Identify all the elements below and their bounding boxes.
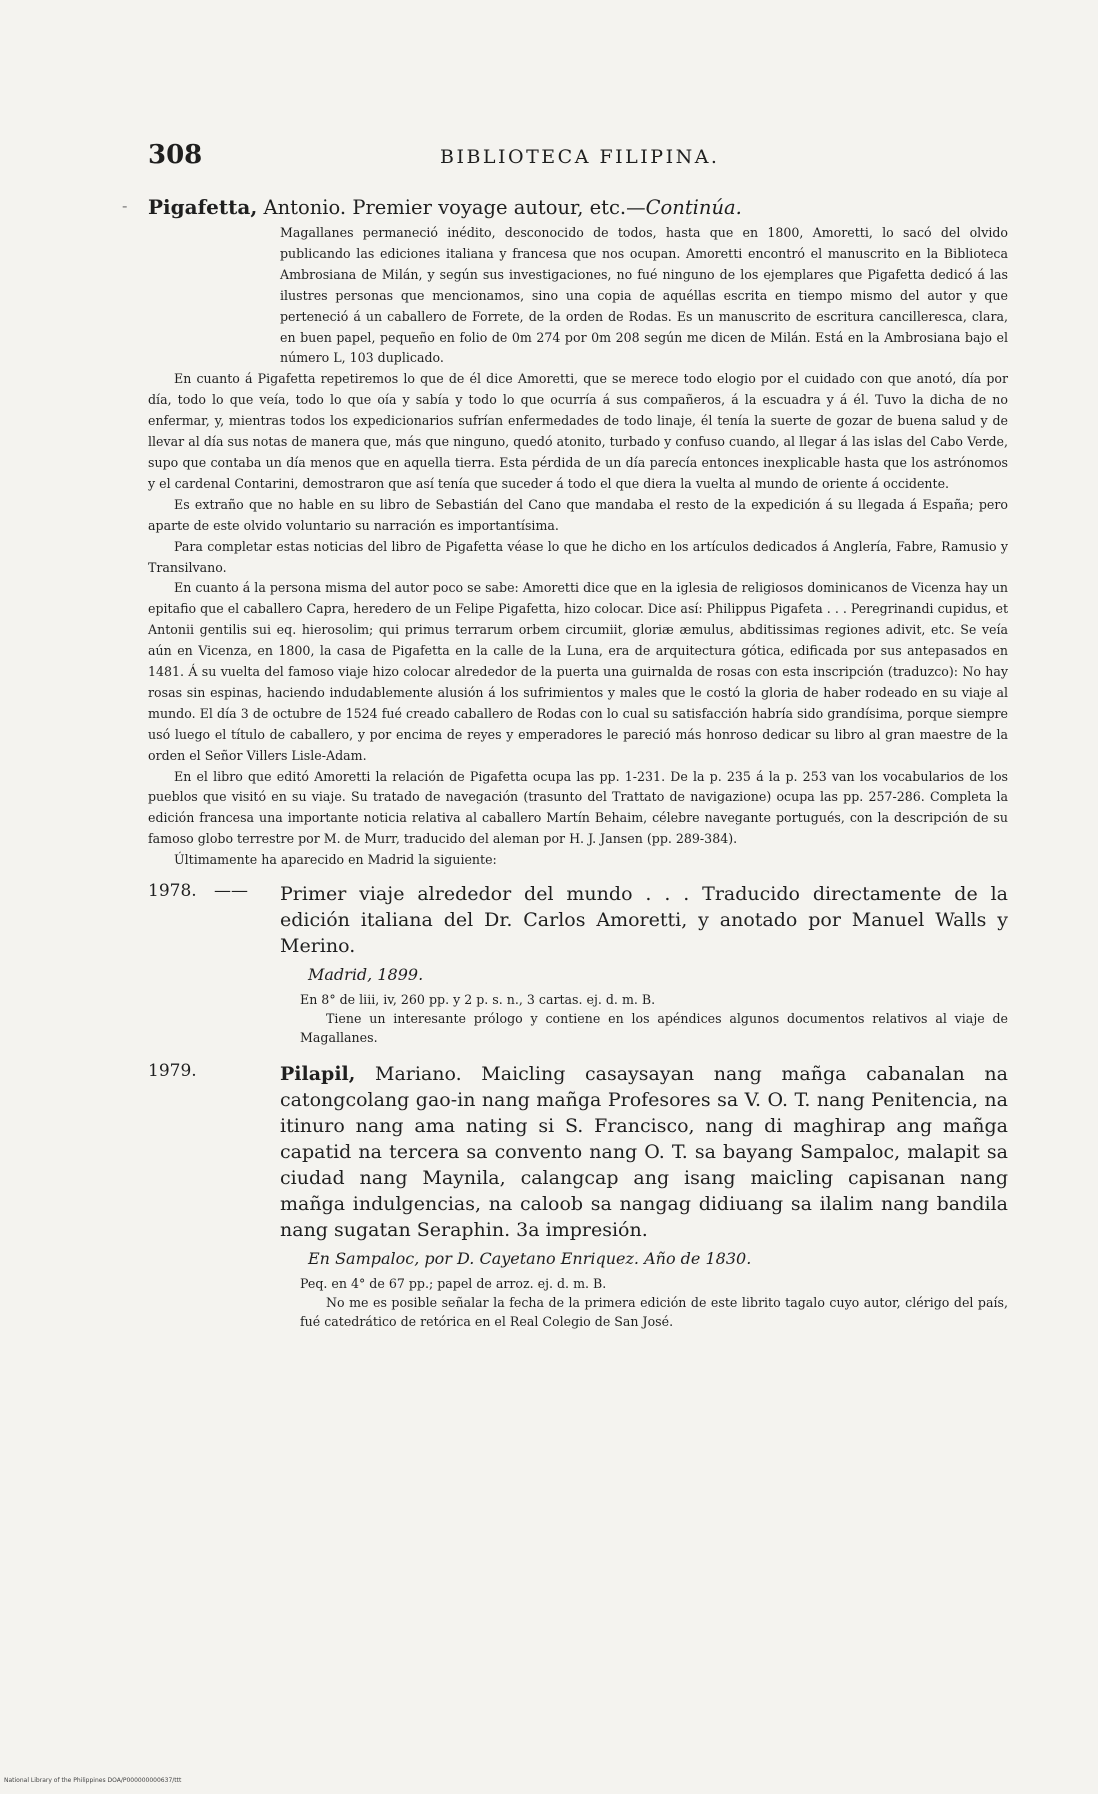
entry-number: 1978.	[148, 881, 197, 902]
margin-mark: -	[122, 196, 128, 215]
footer-credit: National Library of the Philippines DOA/P000000000637/ttt	[4, 1777, 182, 1784]
running-title: BIBLIOTECA FILIPINA.	[440, 146, 720, 168]
entry-1978	[148, 881, 1008, 1047]
pigafetta-author-first: Antonio.	[257, 196, 347, 219]
entry-imprint: En Sampaloc, por D. Cayetano Enriquez. Año de 1830.	[308, 1249, 752, 1269]
entry-notes	[300, 1274, 1008, 1331]
main-text	[148, 196, 1008, 1331]
page-number: 308	[148, 140, 203, 170]
entry-dash: ——	[214, 881, 248, 902]
entry-collation: En 8° de liii, iv, 260 pp. y 2 p. s. n., 3 cartas. ej. d. m. B.	[300, 992, 656, 1008]
pigafetta-paragraph: En cuanto á Pigafetta repetiremos lo que de él dice Amoretti, que se merece todo elogio por el cuidado con que anotó, día por día, todo lo que veía, todo lo que oía y sabía y todo lo que ocurría á sus compañeros, á la escuadra y á él. Tuvo la dicha de no enfermar, y, mientras todos los expedicionarios sufrían enfermedades de todo linaje, él tenía la suerte de gozar de buena salud y de llevar al día sus notas de manera que, más que ninguno, quedó atonito, turbado y confuso cuando, al llegar á las islas del Cabo Verde, supo que contaba un día menos que en aquella tierra. Esta pérdida de un día parecía entonces inexplicable hasta que los astrónomos y el cardenal Contarini, demostraron que así tenía que suceder á todo el que diera la vuelta al mundo de oriente á occidente.	[148, 371, 1008, 491]
entry-title-body: Maicling casaysayan nang mañga cabanalan na catongcolang gao-in nang mañga Profesores sa V. O. T. nang Penitencia, na itinuro nang ama nating si S. Francisco, nang di maghirap ang mañga capatid na tercera sa convento nang O. T. sa bayang Sampaloc, malapit sa ciudad nang Maynila, calangcap ang isang maicling capisanan nang mañga indulgencias, na caloob sa nangag didiuang sa ilalim nang bandila nang sugatan Seraphin. 3a impresión.	[280, 1063, 1008, 1242]
pigafetta-paragraph: Últimamente ha aparecido en Madrid la siguiente:	[174, 852, 497, 868]
entry-note: No me es posible señalar la fecha de la primera edición de este librito tagalo cuyo autor, clérigo del país, fué catedrático de retórica en el Real Colegio de San José.	[300, 1295, 1008, 1330]
pigafetta-continuation: Continúa.	[645, 196, 742, 219]
entry-imprint: Madrid, 1899.	[308, 965, 424, 985]
pigafetta-author: Pigafetta,	[148, 195, 258, 219]
entry-author: Pilapil,	[280, 1063, 356, 1086]
entry-1979	[148, 1061, 1008, 1331]
entry-collation: Peq. en 4° de 67 pp.; papel de arroz. ej. d. m. B.	[300, 1276, 607, 1292]
pigafetta-paragraph: En cuanto á la persona misma del autor poco se sabe: Amoretti dice que en la iglesia de religiosos dominicanos de Vicenza hay un epitafio que el caballero Capra, heredero de un Felipe Pigafetta, hizo colocar. Dice así: Philippus Pigafeta . . . Peregrinandi cupidus, et Antonii gentilis sui eq. hierosolim; qui primus terrarum orbem circumiit, gloriæ æmulus, abditissimas regiones adivit, etc. Se veía aún en Vicenza, en 1800, la casa de Pigafetta en la calle de la Luna, era de arquitectura gótica, edificada por sus antepasados en 1481. Á su vuelta del famoso viaje hizo colocar alrededor de la puerta una guirnalda de rosas con esta inscripción (traduzco): No hay rosas sin espinas, haciendo indudablemente alusión á los sufrimientos y males que le costó la gloria de haber rodeado en su viaje al mundo. El día 3 de octubre de 1524 fué creado caballero de Rodas con lo cual su satisfacción habría sido grandísima, porque siempre usó luego el título de caballero, y por encima de reyes y emperadores le pareció más honroso dedicar su libro al gran maestre de la orden el Señor Villers Lisle-Adam.	[148, 580, 1009, 763]
pigafetta-paragraph: Para completar estas noticias del libro de Pigafetta véase lo que he dicho en los artículos dedicados á Anglería, Fabre, Ramusio y Transilvano.	[148, 538, 1008, 575]
entry-title	[280, 1061, 1008, 1243]
pigafetta-paragraph: En el libro que editó Amoretti la relación de Pigafetta ocupa las pp. 1-231. De la p. 235 á la p. 253 van los vocabularios de los pueblos que visitó en su viaje. Su tratado de navegación (trasunto del Trattato de navigazione) ocupa las pp. 257-286. Completa la edición francesa una importante noticia relativa al caballero Martín Behaim, célebre navegante portugués, con la descripción de su famoso globo terrestre por M. de Murr, traducido del aleman por H. J. Jansen (pp. 289-384).	[148, 768, 1008, 847]
pigafetta-heading	[148, 196, 1008, 219]
entry-number: 1979.	[148, 1061, 197, 1082]
entry-title: Primer viaje alrededor del mundo . . . Traducido directamente de la edición italiana del Dr. Carlos Amoretti, y anotado por Manuel Walls y Merino.	[280, 883, 1008, 958]
entry-note: Tiene un interesante prólogo y contiene en los apéndices algunos documentos relativos al viaje de Magallanes.	[300, 1011, 1008, 1046]
pigafetta-paragraph: Es extraño que no hable en su libro de Sebastián del Cano que mandaba el resto de la expedición á su llegada á España; pero aparte de este olvido voluntario su narración es importantísima.	[148, 496, 1008, 533]
pigafetta-paragraph: Magallanes permaneció inédito, desconocido de todos, hasta que en 1800, Amoretti, lo sacó del olvido publicando las ediciones italiana y francesa que nos ocupan. Amoretti encontró el manuscrito en la Biblioteca Ambrosiana de Milán, y según sus investigaciones, no fué ninguno de los ejemplares que Pigafetta dedicó á las ilustres personas que mencionamos, sino una copia de aquéllas escrita en tiempo mismo del autor y que perteneció á un caballero de Forrete, de la orden de Rodas. Es un manuscrito de escritura cancilleresca, clara, en buen papel, pequeño en folio de 0m 274 por 0m 208 según me dicen de Milán. Está en la Ambrosiana bajo el número L, 103 duplicado.	[280, 225, 1008, 366]
entry-notes	[300, 990, 1008, 1047]
pigafetta-title: Premier voyage autour, etc.—	[346, 196, 646, 219]
entry-author-first: Mariano.	[355, 1063, 462, 1086]
page-header	[148, 140, 1008, 176]
